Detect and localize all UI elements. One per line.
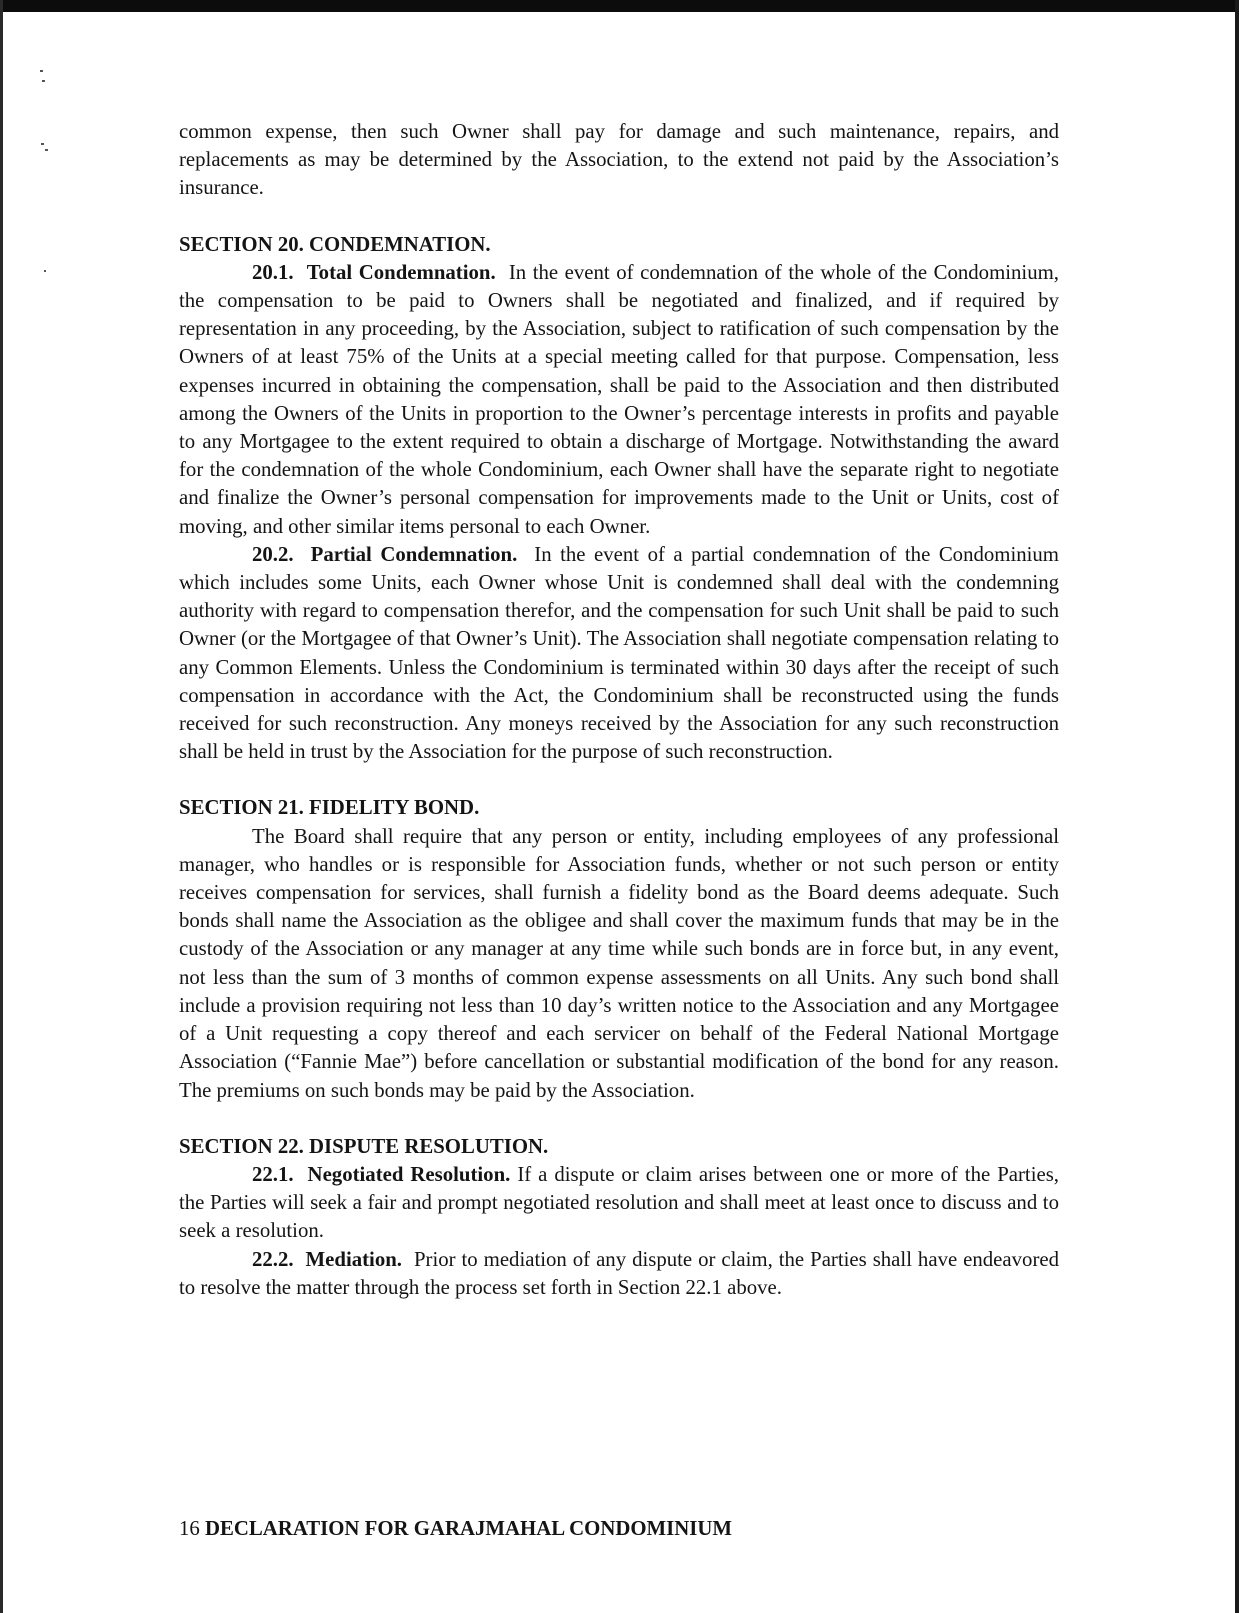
scan-left-border — [0, 0, 3, 1613]
section-22-2-text: Prior to mediation of any dispute or claim, the Parties shall have endeavored to resolve the matter through the process set forth in Section 22.1 above. — [179, 1247, 1059, 1299]
section-20-1-title: Total Condemnation. — [306, 260, 496, 284]
section-21-heading: SECTION 21. FIDELITY BOND. — [179, 796, 480, 820]
intro-paragraph: common expense, then such Owner shall pay for damage and such maintenance, repairs, and replacements as may be determined by the Association, to the extend not paid by the Association’s insurance. — [179, 120, 1059, 200]
scan-speck — [40, 70, 43, 72]
document-title: DECLARATION FOR GARAJMAHAL CONDOMINIUM — [205, 1517, 733, 1540]
section-22-1-number: 22.1. — [252, 1162, 294, 1186]
section-20-2 — [179, 541, 1059, 767]
section-22-2-title: Mediation. — [305, 1247, 403, 1271]
scan-right-border — [1235, 0, 1239, 1613]
section-22-1-title: Negotiated Resolution. — [307, 1162, 511, 1186]
section-20-heading: SECTION 20. CONDEMNATION. — [179, 232, 491, 256]
section-22-1-text: If a dispute or claim arises between one or more of the Parties, the Parties will seek a fair and prompt negotiated resolution and shall meet at least once to discuss and to seek a resolution. — [179, 1162, 1059, 1243]
page-number: 16 — [179, 1517, 200, 1540]
scan-speck — [42, 80, 45, 82]
section-22-heading: SECTION 22. DISPUTE RESOLUTION. — [179, 1134, 549, 1158]
section-20-1-number: 20.1. — [252, 260, 294, 284]
section-20-2-number: 20.2. — [252, 542, 294, 566]
section-22-1 — [179, 1161, 1059, 1246]
document-body — [179, 118, 1059, 1302]
section-22-2-number: 22.2. — [252, 1247, 294, 1271]
scan-speck — [41, 143, 44, 145]
section-21-text: The Board shall require that any person or entity, including employees of any professional manager, who handles or is responsible for Association funds, whether or not such person or entity receives compensation for services, shall furnish a fidelity bond as the Board deems adequate. Such bonds shall name the Association as the obligee and shall cover the maximum funds that may be in the custody of the Association or any manager at any time while such bonds are in force but, in any event, not less than the sum of 3 months of common expense assessments on all Units. Any such bond shall include a provision requiring not less than 10 day’s written notice to the Association and any Mortgagee of a Unit requesting a copy thereof and each servicer on behalf of the Federal National Mortgage Association (“Fannie Mae”) before cancellation or substantial modification of the bond for any reason. The premiums on such bonds may be paid by the Association. — [179, 824, 1059, 1102]
section-20-1-text: In the event of condemnation of the whole of the Condominium, the compensation to be paid to Owners shall be negotiated and finalized, and if required by representation in any proceeding, by the Association, subject to ratification of such compensation by the Owners of at least 75% of the Units at a special meeting called for that purpose. Compensation, less expenses incurred in obtaining the compensation, shall be paid to the Association and then distributed among the Owners of the Units in proportion to the Owner’s percentage interests in profits and payable to any Mortgagee to the extent required to obtain a discharge of Mortgage. Notwithstanding the award for the condemnation of the whole Condominium, each Owner shall have the separate right to negotiate and finalize the Owner’s personal compensation for improvements made to the Unit or Units, cost of moving, and other similar items personal to each Owner. — [179, 260, 1059, 538]
scan-speck — [45, 149, 48, 151]
scan-speck — [44, 270, 46, 272]
section-20-2-title: Partial Condemnation. — [310, 542, 518, 566]
scan-top-border — [0, 0, 1239, 12]
section-20-2-text: In the event of a partial condemnation of the Condominium which includes some Units, each Owner whose Unit is condemned shall deal with the condemning authority with regard to compensation therefor, and the compensation for such Unit shall be paid to such Owner (or the Mortgagee of that Owner’s Unit). The Association shall negotiate compensation relating to any Common Elements. Unless the Condominium is terminated within 30 days after the receipt of such compensation in accordance with the Act, the Condominium shall be reconstructed using the funds received for such reconstruction. Any moneys received by the Association for any such reconstruction shall be held in trust by the Association for the purpose of such reconstruction. — [179, 542, 1059, 764]
page-footer — [179, 1515, 732, 1543]
section-20-1 — [179, 259, 1059, 541]
section-22-2 — [179, 1246, 1059, 1302]
